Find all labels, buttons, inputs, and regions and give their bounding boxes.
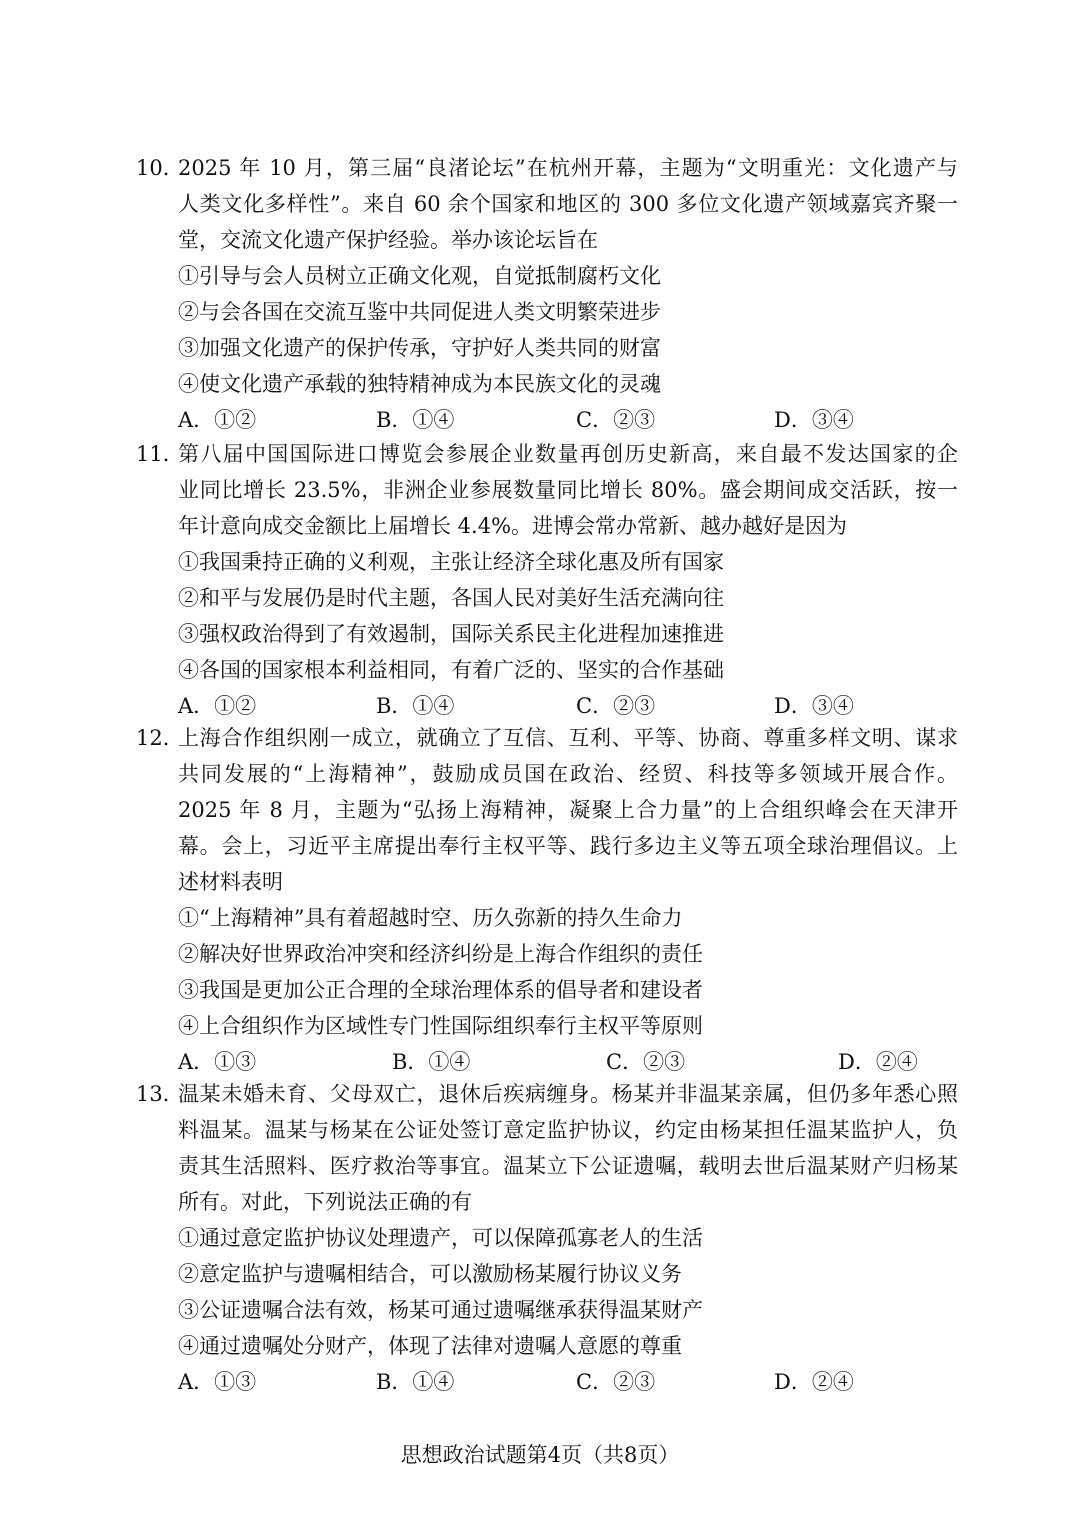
answer-choices <box>136 1044 966 1080</box>
statement-3: ③加强文化遗产的保护传承，守护好人类共同的财富 <box>178 336 661 360</box>
choice-a[interactable]: A．①② <box>178 408 257 432</box>
stem-line: 责其生活照料、医疗救治等事宜。温某立下公证遗嘱，载明去世后温某财产归杨某 <box>178 1154 958 1178</box>
statement-1: ①“上海精神”具有着超越时空、历久弥新的持久生命力 <box>178 906 683 930</box>
choice-c[interactable]: C．②③ <box>576 694 656 718</box>
statement-3: ③强权政治得到了有效遏制，国际关系民主化进程加速推进 <box>178 622 724 646</box>
choice-a[interactable]: A．①③ <box>178 1050 257 1074</box>
stem-line: 堂，交流文化遗产保护经验。举办该论坛旨在 <box>178 228 598 252</box>
statement-3: ③我国是更加公正合理的全球治理体系的倡导者和建设者 <box>178 978 703 1002</box>
stem-line: 幕。会上，习近平主席提出奉行主权平等、践行多边主义等五项全球治理倡议。上 <box>178 834 958 858</box>
stem-line: 述材料表明 <box>178 870 283 894</box>
question-10 <box>136 150 966 438</box>
choice-b[interactable]: B．①④ <box>376 408 455 432</box>
statement-2: ②和平与发展仍是时代主题，各国人民对美好生活充满向往 <box>178 586 724 610</box>
stem-line: 上海合作组织刚一成立，就确立了互信、互利、平等、协商、尊重多样文明、谋求 <box>178 726 958 750</box>
statement-1: ①引导与会人员树立正确文化观，自觉抵制腐朽文化 <box>178 264 661 288</box>
question-11 <box>136 436 966 724</box>
statement-2: ②意定监护与遗嘱相结合，可以激励杨某履行协议义务 <box>178 1262 682 1286</box>
choice-d[interactable]: D．②④ <box>774 1370 854 1394</box>
answer-choices <box>136 688 966 724</box>
statement-4: ④各国的国家根本利益相同，有着广泛的、坚实的合作基础 <box>178 658 724 682</box>
choice-d[interactable]: D．②④ <box>838 1050 918 1074</box>
stem-line: 人类文化多样性”。来自 60 余个国家和地区的 300 多位文化遗产领域嘉宾齐聚一 <box>178 192 958 216</box>
statement-4: ④使文化遗产承载的独特精神成为本民族文化的灵魂 <box>178 372 661 396</box>
stem-line: 共同发展的“上海精神”，鼓励成员国在政治、经贸、科技等多领域开展合作。 <box>178 762 958 786</box>
question-13 <box>136 1076 966 1400</box>
choice-d[interactable]: D．③④ <box>774 408 854 432</box>
question-number: 10． <box>136 156 184 180</box>
statement-4: ④上合组织作为区域性专门性国际组织奉行主权平等原则 <box>178 1014 703 1038</box>
page-footer: 思想政治试题第4页（共8页） <box>400 1443 680 1467</box>
stem-line: 温某未婚未育、父母双亡，退休后疾病缠身。杨某并非温某亲属，但仍多年悉心照 <box>178 1082 958 1106</box>
question-12 <box>136 720 966 1080</box>
choice-b[interactable]: B．①④ <box>376 1370 455 1394</box>
stem-line: 所有。对此，下列说法正确的有 <box>178 1190 472 1214</box>
stem-line: 第八届中国国际进口博览会参展企业数量再创历史新高，来自最不发达国家的企 <box>178 442 958 466</box>
choice-b[interactable]: B．①④ <box>392 1050 471 1074</box>
answer-choices <box>136 402 966 438</box>
choice-a[interactable]: A．①③ <box>178 1370 257 1394</box>
statement-2: ②与会各国在交流互鉴中共同促进人类文明繁荣进步 <box>178 300 661 324</box>
statement-3: ③公证遗嘱合法有效，杨某可通过遗嘱继承获得温某财产 <box>178 1298 703 1322</box>
choice-c[interactable]: C．②③ <box>606 1050 686 1074</box>
question-number: 13． <box>136 1082 184 1106</box>
stem-line: 年计意向成交金额比上届增长 4.4%。进博会常办常新、越办越好是因为 <box>178 514 848 538</box>
question-number: 12． <box>136 726 184 750</box>
stem-line: 料温某。温某与杨某在公证处签订意定监护协议，约定由杨某担任温某监护人，负 <box>178 1118 958 1142</box>
statement-2: ②解决好世界政治冲突和经济纠纷是上海合作组织的责任 <box>178 942 703 966</box>
question-number: 11． <box>136 442 184 466</box>
stem-line: 2025 年 8 月，主题为“弘扬上海精神，凝聚上合力量”的上合组织峰会在天津开 <box>178 798 958 822</box>
choice-c[interactable]: C．②③ <box>576 408 656 432</box>
choice-b[interactable]: B．①④ <box>376 694 455 718</box>
stem-line: 业同比增长 23.5%，非洲企业参展数量同比增长 80%。盛会期间成交活跃，按一 <box>178 478 958 502</box>
statement-1: ①我国秉持正确的义利观，主张让经济全球化惠及所有国家 <box>178 550 724 574</box>
choice-a[interactable]: A．①② <box>178 694 257 718</box>
choice-c[interactable]: C．②③ <box>576 1370 656 1394</box>
choice-d[interactable]: D．③④ <box>774 694 854 718</box>
statement-4: ④通过遗嘱处分财产，体现了法律对遗嘱人意愿的尊重 <box>178 1334 682 1358</box>
answer-choices <box>136 1364 966 1400</box>
statement-1: ①通过意定监护协议处理遗产，可以保障孤寡老人的生活 <box>178 1226 703 1250</box>
stem-line: 2025 年 10 月，第三届“良渚论坛”在杭州开幕，主题为“文明重光：文化遗产与 <box>178 156 958 180</box>
